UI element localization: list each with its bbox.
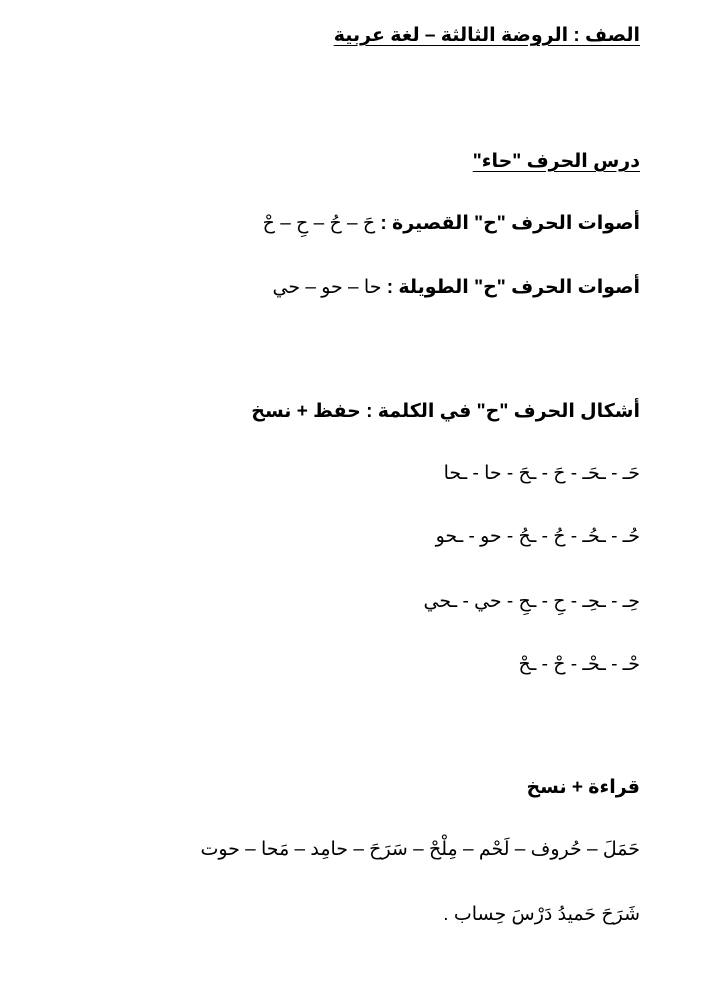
long-sounds-value: حا – حو – حي bbox=[272, 277, 382, 298]
lesson-title: درس الحرف "حاء" bbox=[472, 151, 640, 172]
shapes-row: حْـ - ـحْـ - حْ - ـحْ bbox=[518, 654, 640, 675]
long-sounds-label: أصوات الحرف "ح" الطويلة : bbox=[386, 277, 640, 298]
short-sounds-value: حَ – حُ – حِ – حْ bbox=[262, 213, 376, 234]
shapes-row: حِـ - ـحِـ - حِ - ـحِ - حي - ـحي bbox=[423, 591, 640, 612]
short-sounds-label: أصوات الحرف "ح" القصيرة : bbox=[380, 213, 640, 234]
reading-heading: قراءة + نسخ bbox=[526, 777, 640, 798]
shapes-row: حُـ - ـحُـ - حُ - ـحُ - حو - ـحو bbox=[435, 526, 640, 547]
reading-words: حَمَلَ – حُروف – لَحْم – مِلْحْ – سَرَحَ – حامِد – مَحا – حوت bbox=[200, 839, 640, 860]
shapes-heading: أشكال الحرف "ح" في الكلمة : حفظ + نسخ bbox=[251, 401, 640, 422]
class-header: الصف : الروضة الثالثة – لغة عربية bbox=[333, 25, 640, 46]
reading-sentence: شَرَحَ حَميدُ دَرْسَ حِساب . bbox=[443, 904, 640, 925]
long-sounds-line bbox=[273, 276, 640, 300]
shapes-row: حَـ - ـحَـ - حَ - ـحَ - حا - ـحا bbox=[443, 463, 640, 484]
short-sounds-line bbox=[263, 212, 640, 236]
